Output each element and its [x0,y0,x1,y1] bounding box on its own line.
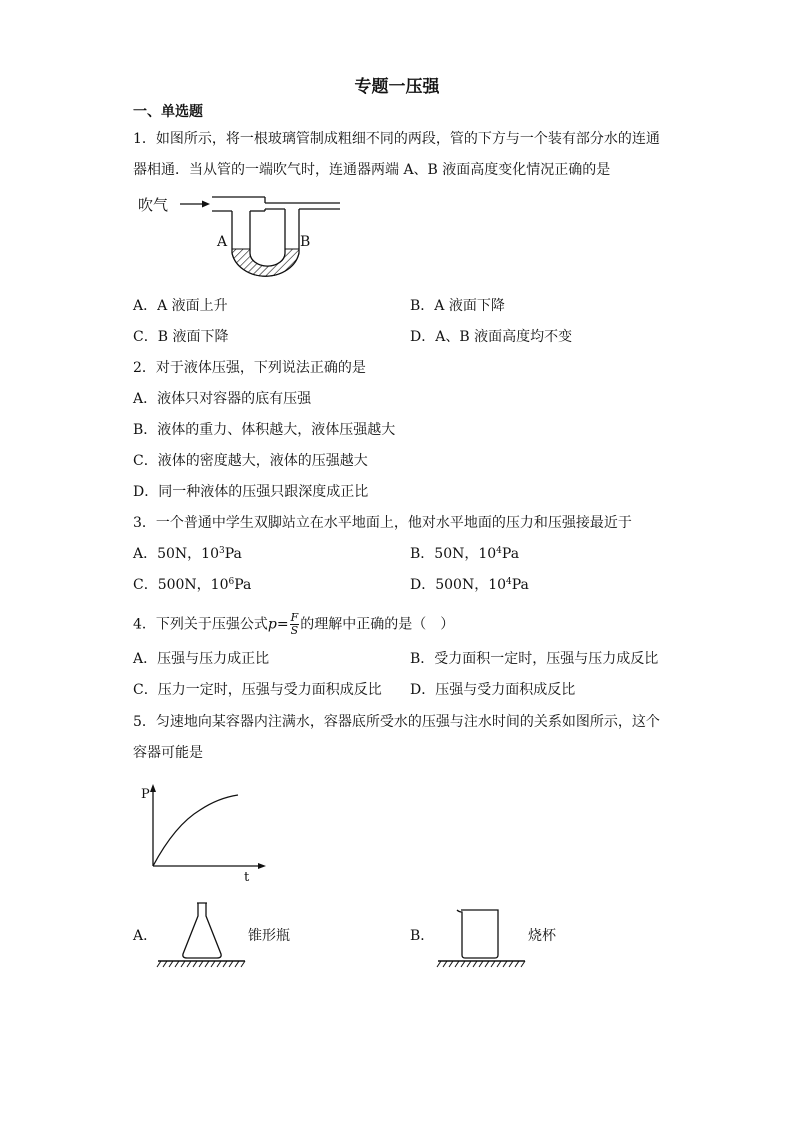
q4-stem: 4．下列关于压强公式p= $\frac{F}{S}$ 的理解中正确的是（ ） [133,611,455,637]
formula-fraction: $\frac{F}{S}$ [290,611,299,637]
q3-option-b: B．50N，$10^4Pa$ [410,546,520,562]
q5-stem-line2: 容器可能是 [133,745,203,761]
q2-option-a: A．液体只对容器的底有压强 [133,391,312,407]
q1-stem-line2: 器相通．当从管的一端吹气时，连通器两端 A、B 液面高度变化情况正确的是 [133,162,611,178]
q1-option-c: C．B 液面下降 [133,329,229,345]
q2-option-c: C．液体的密度越大，液体的压强越大 [133,453,368,469]
q5-graph-x-label: t [244,870,250,885]
q1-option-b: B．A 液面下降 [410,298,505,314]
q3-option-c: C．500N，$10^6Pa$ [133,577,252,593]
formula-p: p [267,616,277,633]
q1-label-a: A [217,234,228,250]
page-title: 专题一压强 [354,77,440,97]
q5-option-b-name: 烧杯 [528,928,556,944]
q2-option-d: D．同一种液体的压强只跟深度成正比 [133,484,369,500]
q4-option-c: C．压力一定时，压强与受力面积成反比 [133,682,382,698]
q3-stem: 3．一个普通中学生双脚站立在水平地面上，他对水平地面的压力和压强接最近于 [133,515,632,531]
q1-option-d: D．A、B 液面高度均不变 [410,329,573,345]
q5-option-a-letter: A． [133,928,158,944]
q2-stem: 2．对于液体压强，下列说法正确的是 [133,360,366,376]
q5-stem-line1: 5．匀速地向某容器内注满水，容器底所受水的压强与注水时间的关系如图所示，这个 [133,714,660,730]
q1-stem-line1: 1．如图所示，将一根玻璃管制成粗细不同的两段，管的下方与一个装有部分水的连通 [133,131,660,147]
q4-option-b: B．受力面积一定时，压强与压力成反比 [410,651,659,667]
q1-label-b: B [300,234,311,250]
conical-flask-figure [155,900,250,970]
beaker-figure [435,900,530,970]
q4-option-a: A．压强与压力成正比 [133,651,270,667]
q1-option-a: A．A 液面上升 [133,298,228,314]
q5-option-b-letter: B． [410,928,435,944]
q2-option-b: B．液体的重力、体积越大，液体压强越大 [133,422,396,438]
q3-option-d: D．500N，$10^4Pa$ [410,577,529,593]
q5-graph-y-label: P [141,787,150,802]
q5-option-a-name: 锥形瓶 [248,928,290,944]
q5-pressure-time-graph [140,780,270,880]
q3-option-a: A．50N，$10^3Pa$ [133,546,242,562]
q1-blow-label: 吹气 [138,196,169,214]
q4-option-d: D．压强与受力面积成反比 [410,682,576,698]
section-heading: 一、单选题 [133,104,203,120]
